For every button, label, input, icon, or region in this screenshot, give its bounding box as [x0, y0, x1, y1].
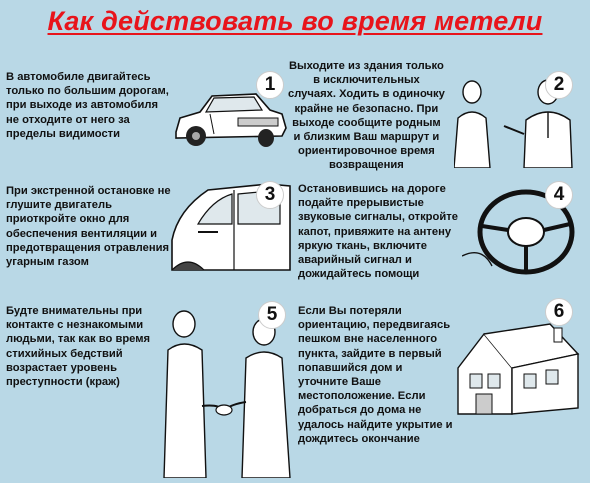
item-2-text: Выходите из здания только в исключительных случаях. Ходить в одиночку крайне не безопасно. При выходе сообщите родным и близким Ваш маршрут и ориентировочное время возвращения	[288, 60, 445, 172]
item-3-text: При экстренной остановке не глушите двигатель приоткройте окно для обеспечения вентиляции и предотвращения отравления угарным газом	[6, 185, 171, 269]
item-4-text: Остановившись на дороге подайте прерывистые звуковые сигналы, откройте капот, привяжите на антену яркую ткань, включите аварийный сигнал и дожидайтесь помощи	[298, 183, 458, 281]
item-5-text: Будте внимательны при контакте с незнакомыми людьми, так как во время стихийных бедствий возрастает уровень преступности (краж)	[6, 305, 151, 389]
step-number-1: 1	[256, 71, 284, 99]
house-icon	[454, 318, 582, 418]
handshake-icon	[162, 310, 294, 478]
step-number-5: 5	[258, 301, 286, 329]
step-number-6: 6	[545, 298, 573, 326]
item-1-text: В автомобиле двигайтесь только по большим дорогам, при выходе из автомобиля не отходите от него за пределы видимости	[6, 71, 169, 140]
page-title: Как действовать во время метели	[47, 6, 543, 36]
step-number-2: 2	[545, 71, 573, 99]
item-6-text: Если Вы потеряли ориентацию, передвигаясь пешком вне населенного пункта, зайдите в первый попавшийся дом и уточните Ваше местоположение. Если добраться до дома не удалось найдите укрытие и дождитесь окончание	[298, 305, 453, 445]
step-number-4: 4	[545, 181, 573, 209]
step-number-3: 3	[256, 181, 284, 209]
